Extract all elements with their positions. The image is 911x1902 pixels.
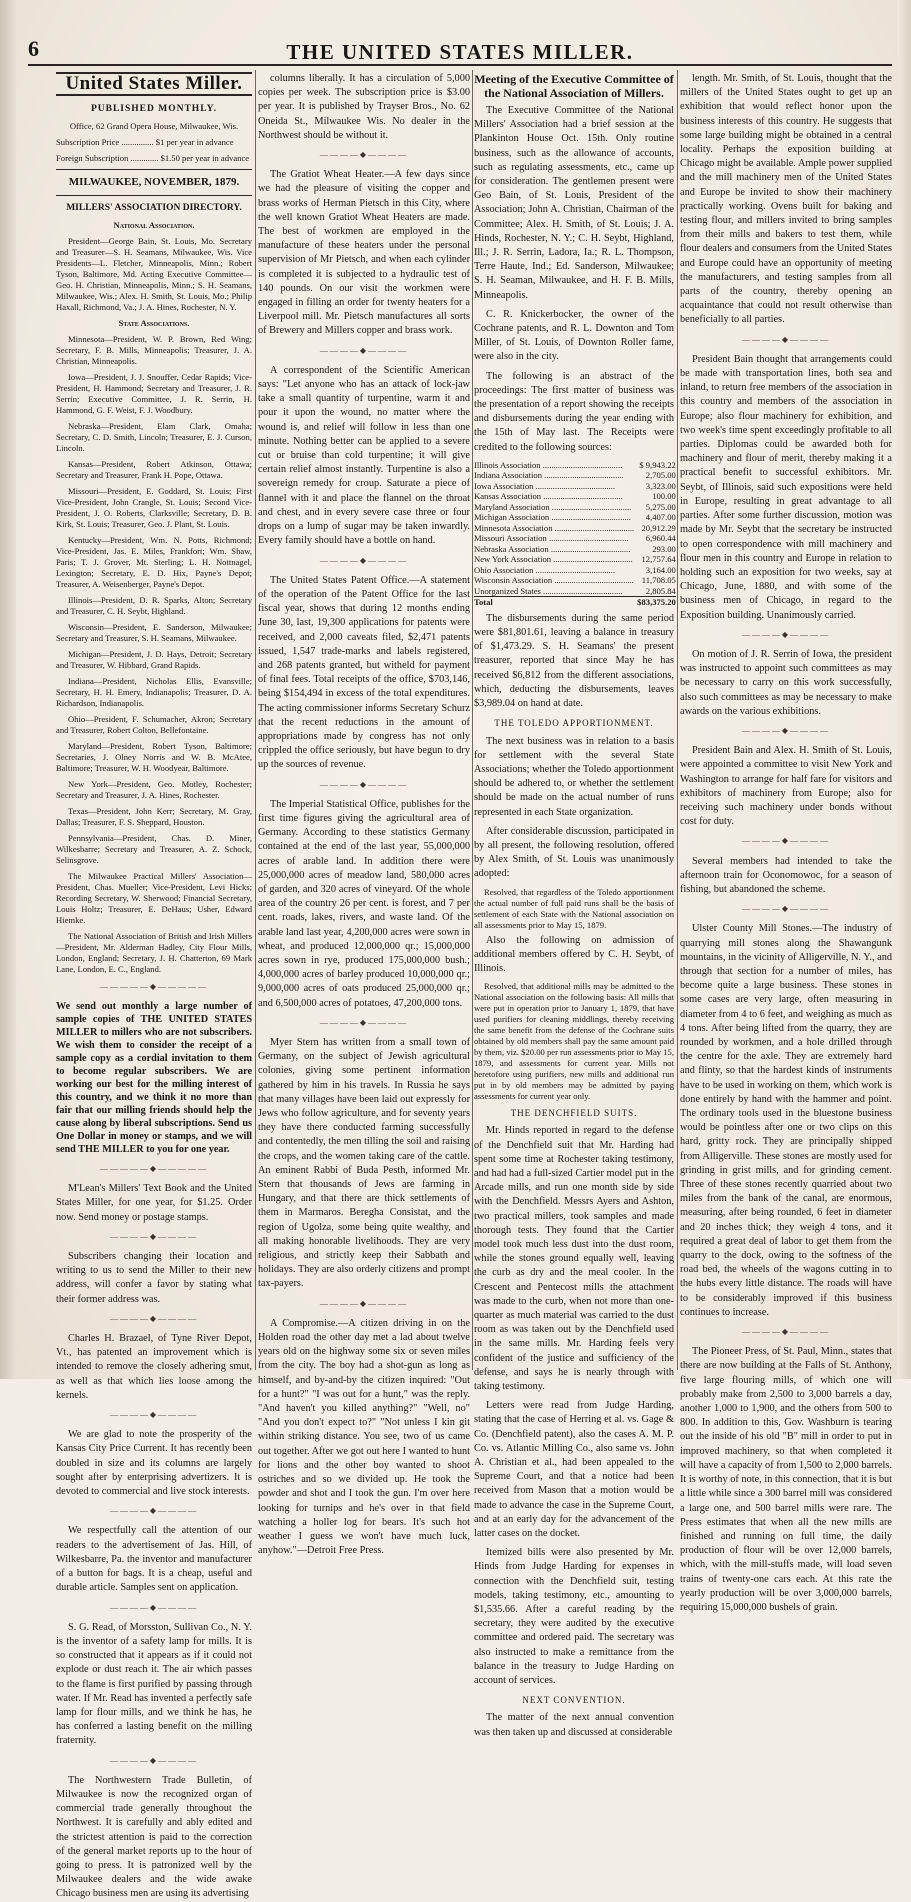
article-paragraph: Wisconsin—President, E. Sanderson, Milwaukee; Secretary and Treasurer, S. H. Seamans, Milwaukee. bbox=[56, 621, 252, 643]
convention-heading: NEXT CONVENTION. bbox=[522, 1695, 626, 1706]
ornament-divider: ————◆———— bbox=[741, 836, 831, 846]
article-paragraph: Ohio—President, F. Schumacher, Akron; Secretary and Treasurer, Robert Colton, Bellefontaine. bbox=[56, 713, 252, 735]
receipt-amount: 3,164.00 bbox=[645, 564, 676, 575]
article-paragraph: The following is an abstract of the proceedings: The first matter of business was the presentation of a report showing the receipts and disbursements during the year ending with the 15th of May last. The Receipts were credited to the following sources: bbox=[474, 370, 674, 453]
article-paragraph: Missouri—President, E. Goddard, St. Louis; First Vice-President, John Crangle, St. Louis; Second Vice-President, J. O. Roberts, Clarksville; Secretary, D. B. Kirk, St. Louis; Treasurer, Geo. J. Plant, St. Louis. bbox=[56, 485, 252, 529]
article-paragraph: length. Mr. Smith, of St. Louis, thought that the millers of the United States ought to get up an exhibition that would reflect honor upon the business interests of this country. He suggests that some large building might be obtained in a central locality. Perhaps the exposition building at Chicago might be available. Ample power supplied and the mill machinery men of the United States and Europe be invited to show their machinery practically working. Ovens built for baking and testing flour, and millers invited to bring samples from their mills and bakers to test them, while flour dealers and consumers from the United States and Europe could have an opportunity of meeting the manufacturers, and testing samples from all parts of the country, thereby opening an acquaintance that could not result otherwise than beneficially to all parties. bbox=[680, 73, 892, 326]
column-4-articles bbox=[680, 72, 892, 1615]
page-edge bbox=[897, 0, 911, 1379]
column-3 bbox=[474, 72, 676, 1738]
table-row bbox=[474, 502, 676, 513]
receipt-amount: 6,960.44 bbox=[645, 533, 676, 544]
paper-title: United States Miller. bbox=[56, 72, 252, 96]
resolution-2: Resolved, that additional mills may be admitted to the National association on the following basis: All mills that were put in operation prior to January 1, 1879, that have used purifiers for cleaning middlings, thereby receiving the same benefit from the defense of the Cochrane suits obtained by old members shall pay the same amount paid by them, viz. $20.00 per run assessments prior to May 15, 1879, and assessments for current year. Mills not heretofore using purifiers, new mills and additional run put in by old members may be admitted by paying assessments for current year only. bbox=[474, 981, 674, 1102]
article-paragraph: The Pioneer Press, of St. Paul, Minn., states that there are now building at the Falls of St. Anthony, five large flouring mills, of which one will probably make from 2,500 to 3,000 barrels a day, another 1,000 to 1,900, and the others from 500 to 800. In addition to this, Gov. Washburn is tearing out the inside of his old "B" mill in order to put in improved machinery, so that when completed it will have a capacity of from 1,500 to 2,000 barrels. It is worthy of note, in this connection, that it is but a little while since a 300 barrel mill was considered a large one, and 500 barrel mills were rare. The Press estimates that when all the new mills are finished and running on full time, the daily production of flour will be over 12,000 barrels, which, with the mill-stuffs made, will load seven trains of twenty-one cars each. At this rate the yearly production will be over 3,000,000 barrels, requiring 15,000,000 bushels of grain. bbox=[680, 1346, 892, 1613]
article-paragraph: President Bain and Alex. H. Smith of St. Louis, were appointed a committee to visit New York and Washington to arrange for half fare for visitors and exhibitors of machinery from Europe; also for receiving such machinery under bonds without cost for duty. bbox=[680, 745, 892, 828]
source-name: Maryland Association ..................................... bbox=[474, 501, 632, 512]
table-row bbox=[474, 533, 676, 544]
ornament-divider: —————◆————— bbox=[99, 981, 209, 991]
article-paragraph: President Bain thought that arrangements could be made with transportation lines, both sea and inland, to return free members of the association in this country and members of the association in Europe; also flour machinery for exhibition, and two week's time spent exceedingly profitable to all parties. Diplomas could be awarded both for machinery and flour of merit, thereby making it a practical benefit to successful exhibitors. Mr. Seybt, of Illinois, said such expositions were held in Europe, resulting in great advantage to all parties. After some further discussion, motion was made by Mr. Seybt that the secretary be instructed to open correspondence with mill machinery and flour men in this country and Europe in relation to holding such an exposition for two weeks, say at Chicago, June, 1880, and with some of the business men of Chicago, in regard to the Exposition building. Unanimously carried. bbox=[680, 353, 892, 621]
page-header bbox=[28, 34, 892, 66]
receipt-amount: 2,805.84 bbox=[645, 585, 676, 596]
article-paragraph: A correspondent of the Scientific American says: "Let anyone who has an attack of lock-jaw take a small quantity of turpentine, warm it and pour it upon the wound, no matter where the wound is, and relief will follow in less than one minute. Nothing better can be applied to a severe cut or bruise than cold turpentine; it will give certain relief almost instantly. Turpentine is also a sovereign remedy for croup. Saturate a piece of flannel with it and place the flannel on the throat and chest, and in every severe case three or four drops on a lump of sugar may be taken inwardly. Every family should have a bottle on hand. bbox=[258, 364, 470, 547]
article-paragraph: On motion of J. R. Serrin of Iowa, the president was instructed to appoint such committees as may be necessary to carry on this work successfully, also such committees as may be necessary to make awards on the various exhibitions. bbox=[680, 648, 892, 717]
foreign-subscription: Foreign Subscription ............. $1.50 per year in advance bbox=[56, 153, 250, 164]
ornament-divider: ————◆———— bbox=[319, 345, 409, 355]
article-paragraph: Letters were read from Judge Harding, stating that the case of Herring et al. vs. Gage & Co. (Denchfield patent), also the cases A. M. P. Co. vs. Atlantic Milling Co., also same vs. John A. Christian et al., had been appealed to the Supreme Court, and that a notice had been received from Mason that a motion would be made to advance the case in the Supreme Court, and at an early day for the advancement of the latter cases on the docket. bbox=[474, 1400, 674, 1540]
convention-paragraph: The matter of the next annual convention was then taken up and discussed at considerable bbox=[474, 1712, 674, 1738]
total-amount: $83,375.20 bbox=[634, 597, 676, 608]
article-paragraph: Charles H. Brazael, of Tyne River Depot, Vt., has patented an improvement which is intended to remove the closely adhering smut, as well as that which lies loose among the kernels. bbox=[56, 1333, 252, 1401]
disbursements bbox=[474, 612, 674, 711]
source-name: Wisconsin Association ..................................... bbox=[474, 575, 634, 586]
receipt-amount: $ 9,943.22 bbox=[639, 459, 676, 470]
ornament-divider: ————◆———— bbox=[319, 1298, 409, 1308]
column-rule bbox=[677, 70, 678, 1370]
denchfield-heading: THE DENCHFIELD SUITS. bbox=[510, 1108, 638, 1119]
table-row bbox=[474, 481, 676, 492]
article-paragraph: We are glad to note the prosperity of the Kansas City Price Current. It has recently been doubled in size and its columns are largely sought after by enterprising advertizers. It is devoted to commercial and live stock interests. bbox=[56, 1429, 252, 1498]
article-paragraph: The disbursements during the same period were $81,801.61, leaving a balance in treasury of $1,473.29. S. H. Seamans' the present treasurer, reported that since May he has received $6,812 from the different associations, which, deducting the disbursements, leaves $3,989.04 on hand at date. bbox=[474, 612, 674, 710]
article-paragraph: Indiana—President, Nicholas Ellis, Evansville; Secretary, H. H. Emery, Indianapolis; Treasurer, D. A. Richardson, Indianapolis. bbox=[56, 675, 252, 708]
article-paragraph: The Executive Committee of the National Millers' Association had a brief session at the Plankinton House Oct. 15th. Only routine business, such as the allowance of accounts, such as regulating assessments, etc., came up for consideration. The gentlemen present were Geo Bain, of St. Louis, President of the Association; John A. Christian, Chairman of the Committee; Alex. H. Smith, of St. Louis; J. A. Hinds, Rochester, N. Y.; C. H. Seybt, Highland, Ill.; J. R. Serrin, Ladora, Ia.; R. L. Thompson, Terre Haute, Ind.; Ed. Sanderson, Milwaukee; S. H. Seaman, Milwaukee, and H. F. B. Mills, Minneapolis. bbox=[474, 105, 674, 301]
article-paragraph: Kansas—President, Robert Atkinson, Ottawa; Secretary and Treasurer, Frank H. Pope, Ottawa. bbox=[56, 458, 252, 480]
table-row bbox=[474, 544, 676, 555]
state-associations bbox=[56, 334, 252, 975]
receipt-amount: 5,275.00 bbox=[645, 501, 676, 512]
receipt-amount: 4,407.00 bbox=[645, 512, 676, 523]
column-rule bbox=[255, 70, 256, 1370]
receipt-amount: 2,705.00 bbox=[645, 470, 676, 481]
column-2-articles bbox=[258, 72, 470, 1558]
also-paragraph: Also the following on admission of additional members offered by C. H. Seybt, of Illinois. bbox=[474, 934, 674, 974]
source-name: Ohio Association ..................................... bbox=[474, 564, 616, 575]
column-rule bbox=[472, 70, 473, 1370]
source-name: Minnesota Association ..................................... bbox=[474, 522, 635, 533]
article-paragraph: The Imperial Statistical Office, publishes for the first time figures giving the agricultural area of Germany. According to these statistics Germany contained at the end of the last year, 55,000,000 acres of arable land. In addition there were 25,000,000 acres of meadow land, 580,000 acres of garden, and 320 acres of vineyard. Of the whole area of the country 26 per cent. is forest, and 7 per cent. roads, lakes, rivers, and waste land. Of the arable land last year, 4,200,000 acres were sown in wheat, and produced 12,000,000 qr.; 15,000,000 acres sown in rye, produced 175,000,000 bush.; 4,000,000 acres of barley produced 10,000,000 qr.; 9,000,000 acres of oats produced 25,000,000 qr.; and 6,500,000 acres of potatoes, 47,200,000 tons. bbox=[258, 798, 470, 1009]
ornament-divider: ————◆———— bbox=[319, 779, 409, 789]
article-paragraph: The Gratiot Wheat Heater.—A few days since we had the pleasure of visiting the copper and brass works of Herman Pietsch in this City, where the well known Gratiot Wheat Heaters are made. The best of workmen are employed in the manufacture of these heaters under the personal supervision of Mr Pietsch, and when each cylinder is completed it is subjected to a hydraulic test of 140 pounds. On our visit the workmen were engaged in filling an order for twenty heaters for a Liverpool mill. Mr. Pietsch manufactures all sorts of Brewery and Millers copper and brass work. bbox=[258, 169, 470, 337]
column-4 bbox=[680, 72, 892, 1613]
article-paragraph: Mr. Hinds reported in regard to the defense of the Denchfield suit that Mr. Harding had spent some time at Rochester taking testimony, and had had a full-sized Cartier model put in the Arcade mills, and run one month side by side with the Denchfield. Messrs Ayers and Ashton, two practical millers, took samples and made thorough tests. They found that the Cartier model took much less dust into the dust room, while the stones ground equally well, leaving the curb as dry and the meal cooler. In the Crescent and Pentecost mills the attachment was made to the curb, when not more than one-quarter as much material was carried to the dust room as was taken out by the Denchfield used in the same mills. Mr. Harding feels very confident of the justice and sufficiency of the defense, and says he is nearly through with taking testimony. bbox=[474, 1125, 674, 1392]
source-name: Michigan Association ..................................... bbox=[474, 512, 631, 523]
ornament-divider: ————◆———— bbox=[319, 150, 409, 160]
article-paragraph: Maryland—President, Robert Tyson, Baltimore; Secretaries, J. Olney Norris and W. B. McAtee, Baltimore; Treasurer, W. H. Woodyear, Baltimore. bbox=[56, 740, 252, 773]
ornament-divider: ————◆———— bbox=[319, 1017, 409, 1027]
publish-frequency: PUBLISHED MONTHLY. bbox=[90, 104, 218, 115]
article-paragraph: M'Lean's Millers' Text Book and the United States Miller, for one year, for $1.25. Order now. Send money or postage stamps. bbox=[56, 1183, 252, 1223]
article-paragraph: A Compromise.—A citizen driving in on the Holden road the other day met a lad about twelve years old on the highway some six or seven miles from the city. The boy had a shot-gun as long as himself, and by-and-by the citizen inquired: "Out for a hunt?" "I was out for a hunt," was the reply. "And haven't you killed anything?" "Well, no" "And you don't expect to?" "Not unless I kin git within striking distance. You see, two of us came out together. After we got out here I wanted to hunt for lions and the other boy wanted to shoot ostriches and so we divided up. He took the powder and shot and I took the gun. I'm over here looking for turnips and he's over in that field watching a holler log for bears. It's such hot weather I guess we won't have much luck, anyhow."—Detroit Free Press. bbox=[258, 1317, 470, 1557]
source-name: Kansas Association ..................................... bbox=[474, 491, 623, 502]
executive-committee-heading: Meeting of the Executive Committee of the National Association of Millers. bbox=[474, 72, 674, 100]
table-row bbox=[474, 491, 676, 502]
receipt-amount: 293.00 bbox=[652, 543, 676, 554]
ornament-divider: ————◆———— bbox=[109, 1602, 199, 1612]
article-paragraph: Kentucky—President, Wm. N. Potts, Richmond; Vice-President, Jas. E. Miles, Frankfort; Wm. Shaw, Paris; T. J. Grover, Mt. Sterling; L. H. Nottnagel, Lexington; Secretary, E. D. Hix, Payne's Depot; Treasurer, A. Weisenberger, Payne's Depot. bbox=[56, 534, 252, 589]
article-paragraph: The National Association of British and Irish Millers—President, Mr. Alderman Hadley, City Flour Mills, London, England; Secretary, J. H. Chatterton, 69 Mark Lane, London, E. C., England. bbox=[56, 930, 252, 974]
receipt-amount: 20,912.29 bbox=[641, 522, 676, 533]
issue-date: MILWAUKEE, NOVEMBER, 1879. bbox=[68, 176, 240, 189]
denchfield-section bbox=[474, 1124, 674, 1688]
ornament-divider: —————◆————— bbox=[99, 1164, 209, 1174]
ornament-divider: ————◆———— bbox=[741, 334, 831, 344]
directory-title: MILLERS' ASSOCIATION DIRECTORY. bbox=[66, 202, 242, 213]
ornament-divider: ————◆———— bbox=[109, 1313, 199, 1323]
article-paragraph: We respectfully call the attention of our readers to the advertisement of Jas. Hill, of Wilkesbarre, Pa. the inventor and manufacturer of a button for bags. It is a cheap, useful and durable article. Samples sent on application. bbox=[56, 1525, 252, 1594]
total-label: Total bbox=[474, 597, 634, 608]
ornament-divider: ————◆———— bbox=[109, 1410, 199, 1420]
ornament-divider: ————◆———— bbox=[109, 1506, 199, 1516]
toledo-section bbox=[474, 735, 674, 882]
article-paragraph: The next business was in relation to a basis for settlement with the several State Associations; whether the Toledo apportionment should be adhered to, or whether the settlement should be made on the actual number of runs represented in each State organization. bbox=[474, 735, 674, 818]
article-paragraph: Iowa—President, J. J. Snouffer, Cedar Rapids; Vice-President, H. Hammond; Secretary and Treasurer, J. R. Serrin; Executive Committee, J. R. Serrin, H. Hammond, G. F. Weist, F. J. Woodbury. bbox=[56, 371, 252, 415]
subscription-price: Subscription Price ............... $1 per year in advance bbox=[56, 137, 234, 148]
ornament-divider: ————◆———— bbox=[109, 1755, 199, 1765]
source-name: Iowa Association ..................................... bbox=[474, 480, 616, 491]
source-name: Indiana Association ..................................... bbox=[474, 470, 624, 481]
source-name: Illinois Association ..................................... bbox=[474, 459, 623, 470]
article-paragraph: After considerable discussion, participated in by all present, the following resolution, offered by Alex Smith, of St. Louis was unanimously adopted: bbox=[474, 825, 674, 880]
national-heading: National Association. bbox=[113, 219, 195, 230]
committee-report bbox=[474, 104, 674, 455]
resolution-1: Resolved, that regardless of the Toledo apportionment the actual number of full paid runs shall be the basis of settlement of each State with the National association on all assessments prior to May 15, 1879. bbox=[474, 886, 674, 930]
article-paragraph: Subscribers changing their location and writing to us to send the Miller to their new address, will confer a favor by stating what their former address was. bbox=[56, 1251, 252, 1305]
receipt-amount: 11,708.05 bbox=[641, 575, 676, 586]
total-row bbox=[474, 597, 676, 608]
table-row bbox=[474, 512, 676, 523]
article-paragraph: Pennsylvania—President, Chas. D. Miner, Wilkesbarre; Secretary and Treasurer, A. Z. Schock, Selinsgrove. bbox=[56, 832, 252, 865]
ornament-divider: ————◆———— bbox=[741, 1327, 831, 1337]
column-1-articles bbox=[56, 1182, 252, 1901]
article-paragraph: New York—President, Geo. Motley, Rochester; Secretary and Treasurer, J. A. Hines, Rochester. bbox=[56, 778, 252, 800]
divider bbox=[56, 195, 252, 196]
article-paragraph: The United States Patent Office.—A statement of the operation of the Patent Office for the last fiscal year, shows that during 12 months ending June 30, last, 19,300 applications for patents were received, and 2,000 caveats filed, $2,471 patents issued, 1,547 trade-marks and labels registered, and 268 patents granted, but witheld for payment of final fees. Total receipts of the office, $703,146, being $154,494 in excess of the total expenditures. The acting commissioner informs Secretary Schurz that the recent reductions in the amount of appropriations made by congress has not only crippled the office seriously, but have begun to dry up the sources of revenue. bbox=[258, 574, 470, 771]
ornament-divider: ————◆———— bbox=[741, 629, 831, 639]
article-paragraph: Several members had intended to take the afternoon train for Oconomowoc, for a season of fishing, but abandoned the scheme. bbox=[680, 855, 892, 895]
article-paragraph: Nebraska—President, Elam Clark, Omaha; Secretary, C. D. Smith, Lincoln; Treasurer, E. J. Curson, Lincoln. bbox=[56, 420, 252, 453]
article-paragraph: The Milwaukee Practical Millers' Association—President, Chas. Mueller; Vice-President, Levi Hicks; Recording Secretary, W. Sherwood; Financial Secretary, Louis Holtz; Treasurer, E. DeHaus; Usher, Edward Hiemke. bbox=[56, 870, 252, 925]
article-paragraph: Michigan—President, J. D. Hays, Detroit; Secretary and Treasurer, W. Hibbard, Grand Rapids. bbox=[56, 648, 252, 670]
article-paragraph: C. R. Knickerbocker, the owner of the Cochrane patents, and R. L. Downton and Tom Miller, of St. Louis, of Downton Roller fame, were also in the city. bbox=[474, 308, 674, 363]
source-name: Unorganized States ..................................... bbox=[474, 585, 623, 596]
source-name: Missouri Association ..................................... bbox=[474, 533, 629, 544]
ornament-divider: ————◆———— bbox=[319, 555, 409, 565]
state-heading: State Associations. bbox=[118, 317, 190, 328]
column-1 bbox=[56, 72, 252, 1900]
article-paragraph: Minnesota—President, W. P. Brown, Red Wing; Secretary, F. B. Mills, Minneapolis; Treasurer, J. A. Christian, Minneapolis. bbox=[56, 333, 252, 366]
article-paragraph: S. G. Read, of Morsston, Sullivan Co., N. Y. is the inventor of a safety lamp for mills. It is so constructed that it appears as if it could not explode or dust reach it. The air which passes to the flame is first purified by passing through water. If Mr. Read has invented a perfectly safe lamp for flour mills, and we think he has, he has conferred a lasting benefit on the milling fraternity. bbox=[56, 1621, 252, 1747]
ornament-divider: ————◆———— bbox=[109, 1231, 199, 1241]
table-row bbox=[474, 523, 676, 534]
page-number: 6 bbox=[28, 36, 39, 61]
column-2 bbox=[258, 72, 470, 1557]
article-paragraph: columns liberally. It has a circulation of 5,000 copies per week. The subscription price is $3.00 per year. It is published by Trayser Bros., No. 62 Oneida St., Milwaukee Wis. No dealer in the Northwest should be without it. bbox=[258, 73, 470, 141]
masthead: THE UNITED STATES MILLER. bbox=[286, 40, 634, 64]
receipt-amount: 12,757.64 bbox=[641, 554, 676, 565]
ornament-divider: ————◆———— bbox=[741, 725, 831, 735]
source-name: New York Association ..................................... bbox=[474, 554, 633, 565]
receipt-amount: 3,323.00 bbox=[645, 480, 676, 491]
table-row bbox=[474, 460, 676, 471]
article-paragraph: Texas—President, John Kerr; Secretary, M. Gray, Dallas; Treasurer, F. S. Sheppard, Houston. bbox=[56, 805, 252, 827]
sample-copy-notice: We send out monthly a large number of sample copies of THE UNITED STATES MILLER to millers who are not subscribers. We wish them to consider the receipt of a sample copy as a cordial invitation to them to become regular subscribers. We are working our best for the milling interest of this country, and we think it no more than fair that our milling friends should help the cause along by liberal subscriptions. Send us One Dollar in money or stamps, and we will send THE MILLER to you for one year. bbox=[56, 1001, 252, 1156]
binding-edge bbox=[0, 0, 16, 1379]
table-row bbox=[474, 554, 676, 565]
article-paragraph: Ulster County Mill Stones.—The industry of quarrying mill stones along the Shawangunk mountains, in the vicinity of Alligerville, N. Y., and through that section for a number of miles, has become quite a large business. These stones in some cases are very large, often measuring in diameter from 4 to 6 feet, and weighing as much as 4 tons. After being lifted from the quarry, they are rounded by workmen, and a hole drilled through the centre for the axle. They are extremely hard and flinty, so that the hardest kinds of instruments have to be used in working on them, which work is done entirely by hand with the hammer and point. The ordinary tools used in the bluestone business would be pointless after one or two clips on this hard, gritty rock. They are principally shipped from Alligerville. These stones are mostly used for grinding in grist mills, and for grinding cement. Three of these stones recently quarried about two miles from the bank of the canal, are enormous, measuring, after being rounded, 6 feet in diameter and 20 inches thick; they weigh 4 tons, and it required a great deal of labor to get them from the quarry to the dock, owing to the softness of the road bed, the wheels of the wagons cutting in to the hubs every little distance. The roads will have to be considerably improved if this business continues to increase. bbox=[680, 923, 892, 1318]
source-name: Nebraska Association ..................................... bbox=[474, 543, 631, 554]
receipt-amount: 100.00 bbox=[652, 491, 676, 502]
receipts-table bbox=[474, 460, 676, 608]
article-paragraph: The Northwestern Trade Bulletin, of Milwaukee is now the recognized organ of commercial trade generally throughout the Northwest. It is carefully and ably edited and the strictest attention is paid to the correction of the general market reports up to the hour of going to press. It is patronized well by the Milwaukee dealers and the wide awake Chicago business men are using its advertising bbox=[56, 1774, 252, 1900]
national-association: President—George Bain, St. Louis, Mo. Secretary and Treasurer—S. H. Seamans, Milwaukee, Wis. Vice Presidents—L. Fletcher, Minneapolis, Minn.; Robert Tyson, Baltimore, Md. Acting Executive Committee—Geo. H. Christian, Minneapolis, Minn.; S. H. Seamans, Milwaukee, Wis.; Alex. H. Smith, St. Louis, Mo.; Philip Haxall, Richmond, Va.; J. A. Hines, Rochester, N. Y. bbox=[56, 235, 252, 312]
article-paragraph: Illinois—President, D. R. Sparks, Alton; Secretary and Treasurer, C. H. Seybt, Highland. bbox=[56, 594, 252, 616]
table-row bbox=[474, 470, 676, 481]
article-paragraph: Itemized bills were also presented by Mr. Hinds from Judge Harding for expenses in connection with the Denchfield suit, testing models, taking testimony, etc., amounting to $1,535.66. After a careful reading by the secretary, they were audited by the executive committee and ordered paid. The secretary was also instructed to make a remittance from the balance in the treasury to Judge Harding on account of services. bbox=[474, 1547, 674, 1687]
office-address: Office, 62 Grand Opera House, Milwaukee, Wis. bbox=[69, 121, 239, 132]
ornament-divider: ————◆———— bbox=[741, 904, 831, 914]
toledo-heading: THE TOLEDO APPORTIONMENT. bbox=[494, 718, 654, 729]
table-row bbox=[474, 586, 676, 597]
table-row bbox=[474, 565, 676, 576]
table-row bbox=[474, 575, 676, 586]
article-paragraph: Myer Stern has written from a small town of Germany, on the subject of Jewish agricultural colonies, giving some pertinent information gathered by him in his travels. In Russia he says that many villages have been laid out expressly for Jews who follow agriculture, and for seventy years they have there conducted farming successfully and contentedly, the men tilling the soil and raising the crops, and the women taking care of the cattle. An eminent Rabbi of Buda Pesth, informed Mr. Stern that thousands of Jews are farming in Hungary, and that there are thick settlements of them in Marmaros. Beregha Consistat, and the region of Ugolza, some being quite wealthy, and all making honorable livelihoods. They are very religious, and strictly keep their Sabbath and holidays. They are also orderly citizens and prompt tax-payers. bbox=[258, 1037, 470, 1290]
divider bbox=[56, 169, 252, 170]
